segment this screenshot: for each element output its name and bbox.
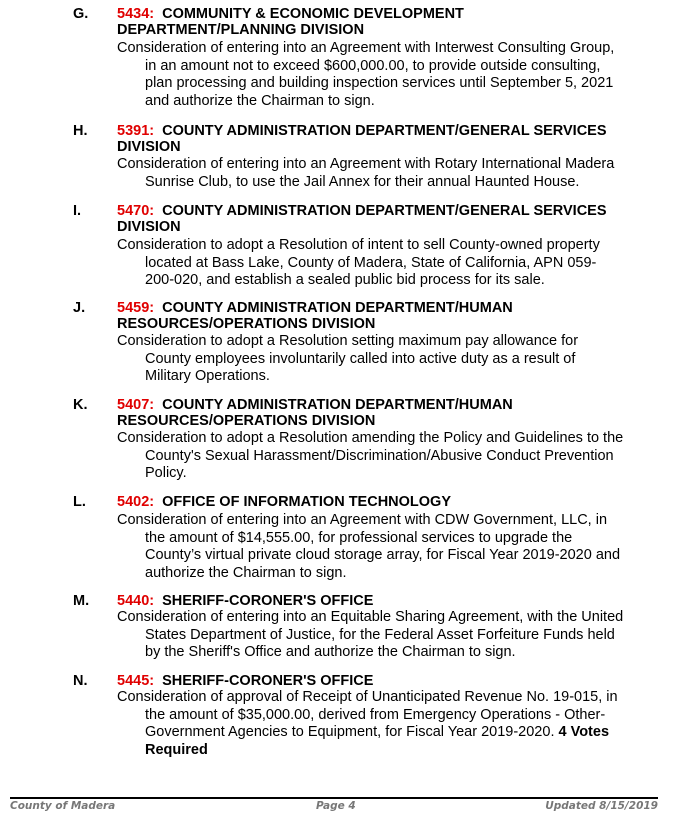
item-department: OFFICE OF INFORMATION TECHNOLOGY <box>162 494 452 510</box>
votes-required: 4 Votes Required <box>145 724 610 758</box>
item-title <box>117 593 637 609</box>
item-title <box>117 6 637 38</box>
item-letter: I. <box>73 203 82 219</box>
item-title <box>117 673 637 689</box>
item-number: 5470: <box>117 203 155 219</box>
item-description <box>117 689 625 759</box>
item-letter: N. <box>73 673 88 689</box>
item-description <box>117 512 625 582</box>
item-description <box>117 237 625 290</box>
item-number: 5440: <box>117 593 155 609</box>
item-number: 5402: <box>117 494 155 510</box>
description-text: Consideration of entering into an Agreement with Rotary International Madera Sunrise Club, to use the Jail Annex for their annual Haunted House. <box>117 156 615 190</box>
item-number: 5391: <box>117 123 155 139</box>
footer-divider <box>10 797 658 799</box>
item-letter: L. <box>73 494 86 510</box>
item-description <box>117 156 625 191</box>
item-department: COUNTY ADMINISTRATION DEPARTMENT/HUMAN RESOURCES/OPERATIONS DIVISION <box>117 300 513 332</box>
item-department: COMMUNITY & ECONOMIC DEVELOPMENT DEPARTMENT/PLANNING DIVISION <box>117 6 464 38</box>
item-title <box>117 123 637 155</box>
description-text: Consideration to adopt a Resolution setting maximum pay allowance for County employees involuntarily called into active duty as a result of Military Operations. <box>117 333 579 384</box>
item-department: COUNTY ADMINISTRATION DEPARTMENT/HUMAN RESOURCES/OPERATIONS DIVISION <box>117 397 513 429</box>
item-letter: H. <box>73 123 88 139</box>
item-number: 5445: <box>117 673 155 689</box>
item-letter: K. <box>73 397 88 413</box>
footer-page-number: Page 4 <box>316 800 356 812</box>
item-letter: J. <box>73 300 86 316</box>
item-number: 5407: <box>117 397 155 413</box>
item-description <box>117 609 625 662</box>
item-department: SHERIFF-CORONER'S OFFICE <box>162 593 374 609</box>
footer-county: County of Madera <box>10 800 116 812</box>
item-number: 5434: <box>117 6 155 22</box>
item-title <box>117 397 637 429</box>
description-text: Consideration to adopt a Resolution of intent to sell County-owned property located at Bass Lake, County of Madera, State of California, APN 059-200-020, and establish a sealed public bid process for its sale. <box>117 237 600 288</box>
item-title <box>117 494 637 510</box>
item-letter: G. <box>73 6 89 22</box>
item-department: SHERIFF-CORONER'S OFFICE <box>162 673 374 689</box>
description-text: Consideration of approval of Receipt of Unanticipated Revenue No. 19-015, in the amount of $35,000.00, derived from Emergency Operations - Other-Government Agencies to Equipment, for Fiscal Year 2019-2020. <box>117 689 618 740</box>
item-description <box>117 333 625 386</box>
item-letter: M. <box>73 593 90 609</box>
item-description <box>117 40 625 110</box>
item-department: COUNTY ADMINISTRATION DEPARTMENT/GENERAL SERVICES DIVISION <box>117 123 607 155</box>
item-title <box>117 300 637 332</box>
description-text: Consideration of entering into an Agreement with CDW Government, LLC, in the amount of $14,555.00, for professional services to upgrade the County’s virtual private cloud storage array, for Fiscal Year 2019-2020 and authorize the Chairman to sign. <box>117 512 621 581</box>
item-title <box>117 203 637 235</box>
item-department: COUNTY ADMINISTRATION DEPARTMENT/GENERAL SERVICES DIVISION <box>117 203 607 235</box>
description-text: Consideration of entering into an Equitable Sharing Agreement, with the United States Department of Justice, for the Federal Asset Forfeiture Funds held by the Sheriff's Office and authorize the Chairman to sign. <box>117 609 624 660</box>
description-text: Consideration to adopt a Resolution amending the Policy and Guidelines to the County's Sexual Harassment/Discrimination/Abusive Conduct Prevention Policy. <box>117 430 624 481</box>
description-text: Consideration of entering into an Agreement with Interwest Consulting Group, in an amount not to exceed $600,000.00, to provide outside consulting, plan processing and building inspection services until September 5, 2021 and authorize the Chairman to sign. <box>117 40 615 109</box>
item-description <box>117 430 625 483</box>
item-number: 5459: <box>117 300 155 316</box>
footer-updated-date: Updated 8/15/2019 <box>545 800 658 812</box>
